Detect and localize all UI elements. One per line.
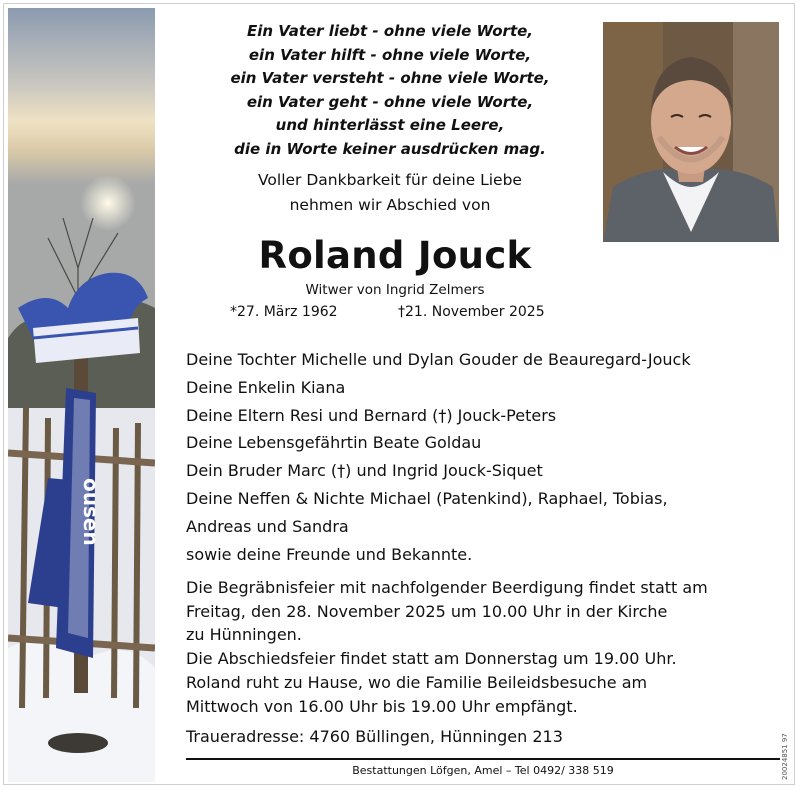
family-line: Andreas und Sandra [186,516,349,536]
poem-line: ein Vater versteht - ohne viele Worte, [230,69,550,88]
family-line: Deine Lebensgefährtin Beate Goldau [186,433,482,453]
family-line: Deine Enkelin Kiana [186,377,346,397]
poem-line: Ein Vater liebt - ohne viele Worte, [246,22,533,40]
family-line: sowie deine Freunde und Bekannte. [186,544,473,564]
family-line: Deine Tochter Michelle und Dylan Gouder de Beauregard-Jouck [186,350,691,369]
service-line: Die Begräbnisfeier mit nachfolgender Beerdigung findet statt am [186,578,708,597]
service-line: Die Abschiedsfeier findet statt am Donnerstag um 19.00 Uhr. [186,649,677,669]
family-line: Deine Eltern Resi und Bernard (†) Jouck-Peters [186,405,557,425]
widow-line: Witwer von Ingrid Zelmers [305,282,485,298]
thanks-line: nehmen wir Abschied von [289,196,491,214]
birth-date: *27. März 1962 [230,304,338,320]
poem-line: ein Vater hilft - ohne viele Worte, [248,45,532,64]
poem [180,20,600,162]
deceased-name: Roland Jouck [258,234,532,277]
service-line: Freitag, den 28. November 2025 um 10.00 Uhr in der Kirche [186,601,668,621]
family-line: Deine Neffen & Nichte Michael (Patenkind), Raphael, Tobias, [186,488,668,508]
footer-divider [186,758,780,760]
family-list [186,346,786,568]
service-line: Mittwoch von 16.00 Uhr bis 19.00 Uhr empfängt. [186,696,578,716]
funeral-home-footer: Bestattungen Löfgen, Amel – Tel 0492/ 338 519 [352,764,614,777]
family-line: Dein Bruder Marc (†) und Ingrid Jouck-Siquet [186,461,543,481]
mourning-address: Traueradresse: 4760 Büllingen, Hünningen 213 [186,727,563,746]
portrait-photo [603,22,779,242]
poem-line: die in Worte keiner ausdrücken mag. [234,139,546,158]
poem-line: und hinterlässt eine Leere, [275,116,505,135]
poem-line: ein Vater geht - ohne viele Worte, [246,92,534,111]
service-info [186,576,786,718]
service-line: zu Hünningen. [186,625,302,645]
thanks-line: Voller Dankbarkeit für deine Liebe [258,171,522,189]
thanks-text [180,168,600,218]
death-date: †21. November 2025 [398,304,545,320]
reference-code: 20024851 97 [781,733,789,780]
svg-text:ousen: ousen [79,478,103,546]
service-line: Roland ruht zu Hause, wo die Familie Beileidsbesuche am [186,672,648,692]
winter-scene-photo [8,8,155,782]
